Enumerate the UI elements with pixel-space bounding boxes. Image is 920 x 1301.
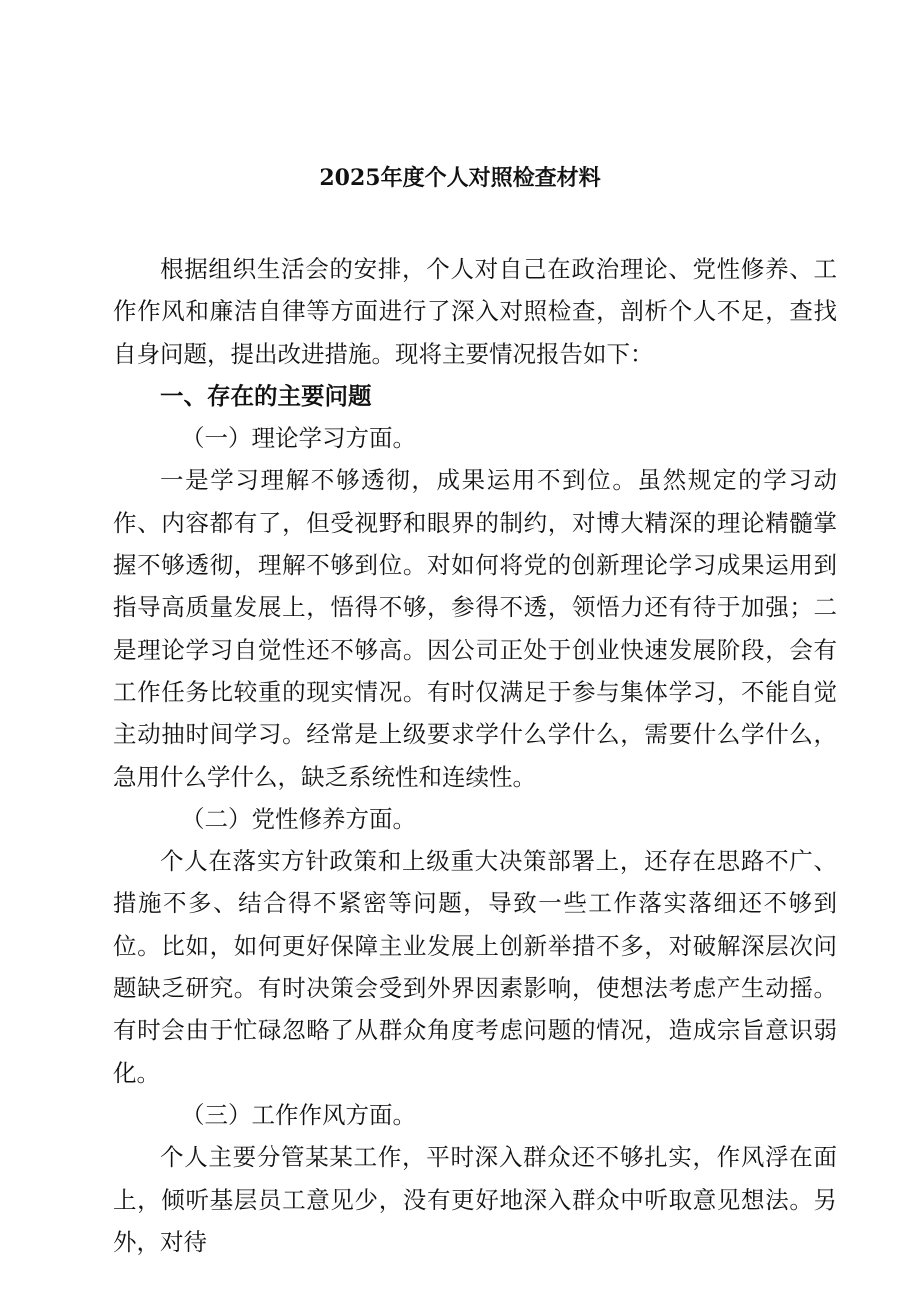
- document-body: [113, 248, 837, 1263]
- section-heading-problems: 一、存在的主要问题: [160, 381, 372, 410]
- subsection-heading-party: （二）党性修养方面。: [181, 804, 416, 833]
- paragraph-work-style: 个人主要分管某某工作，平时深入群众还不够扎实，作风浮在面上，倾听基层员工意见少，没有更好地深入群众中听取意见想法。另外，对待: [113, 1143, 837, 1256]
- paragraph-party: 个人在落实方针政策和上级重大决策部署上，还存在思路不广、措施不多、结合得不紧密等问题，导致一些工作落实落细还不够到位。比如，如何更好保障主业发展上创新举措不多，对破解深层次问题缺乏研究。有时决策会受到外界因素影响，使想法考虑产生动摇。有时会由于忙碌忽略了从群众角度考虑问题的情况，造成宗旨意识弱化。: [113, 847, 837, 1087]
- intro-paragraph: 根据组织生活会的安排，个人对自己在政治理论、党性修养、工作作风和廉洁自律等方面进行了深入对照检查，剖析个人不足，查找自身问题，提出改进措施。现将主要情况报告如下：: [113, 255, 837, 368]
- subsection-heading-work-style: （三）工作作风方面。: [181, 1100, 416, 1129]
- document-title: 2025年度个人对照检查材料: [319, 165, 601, 191]
- paragraph-theory: 一是学习理解不够透彻，成果运用不到位。虽然规定的学习动作、内容都有了，但受视野和眼界的制约，对博大精深的理论精髓掌握不够透彻，理解不够到位。对如何将党的创新理论学习成果运用到指导高质量发展上，悟得不够，参得不透，领悟力还有待于加强；二是理论学习自觉性还不够高。因公司正处于创业快速发展阶段，会有工作任务比较重的现实情况。有时仅满足于参与集体学习，不能自觉主动抽时间学习。经常是上级要求学什么学什么，需要什么学什么，急用什么学什么，缺乏系统性和连续性。: [113, 466, 837, 791]
- subsection-heading-theory: （一）理论学习方面。: [181, 424, 416, 453]
